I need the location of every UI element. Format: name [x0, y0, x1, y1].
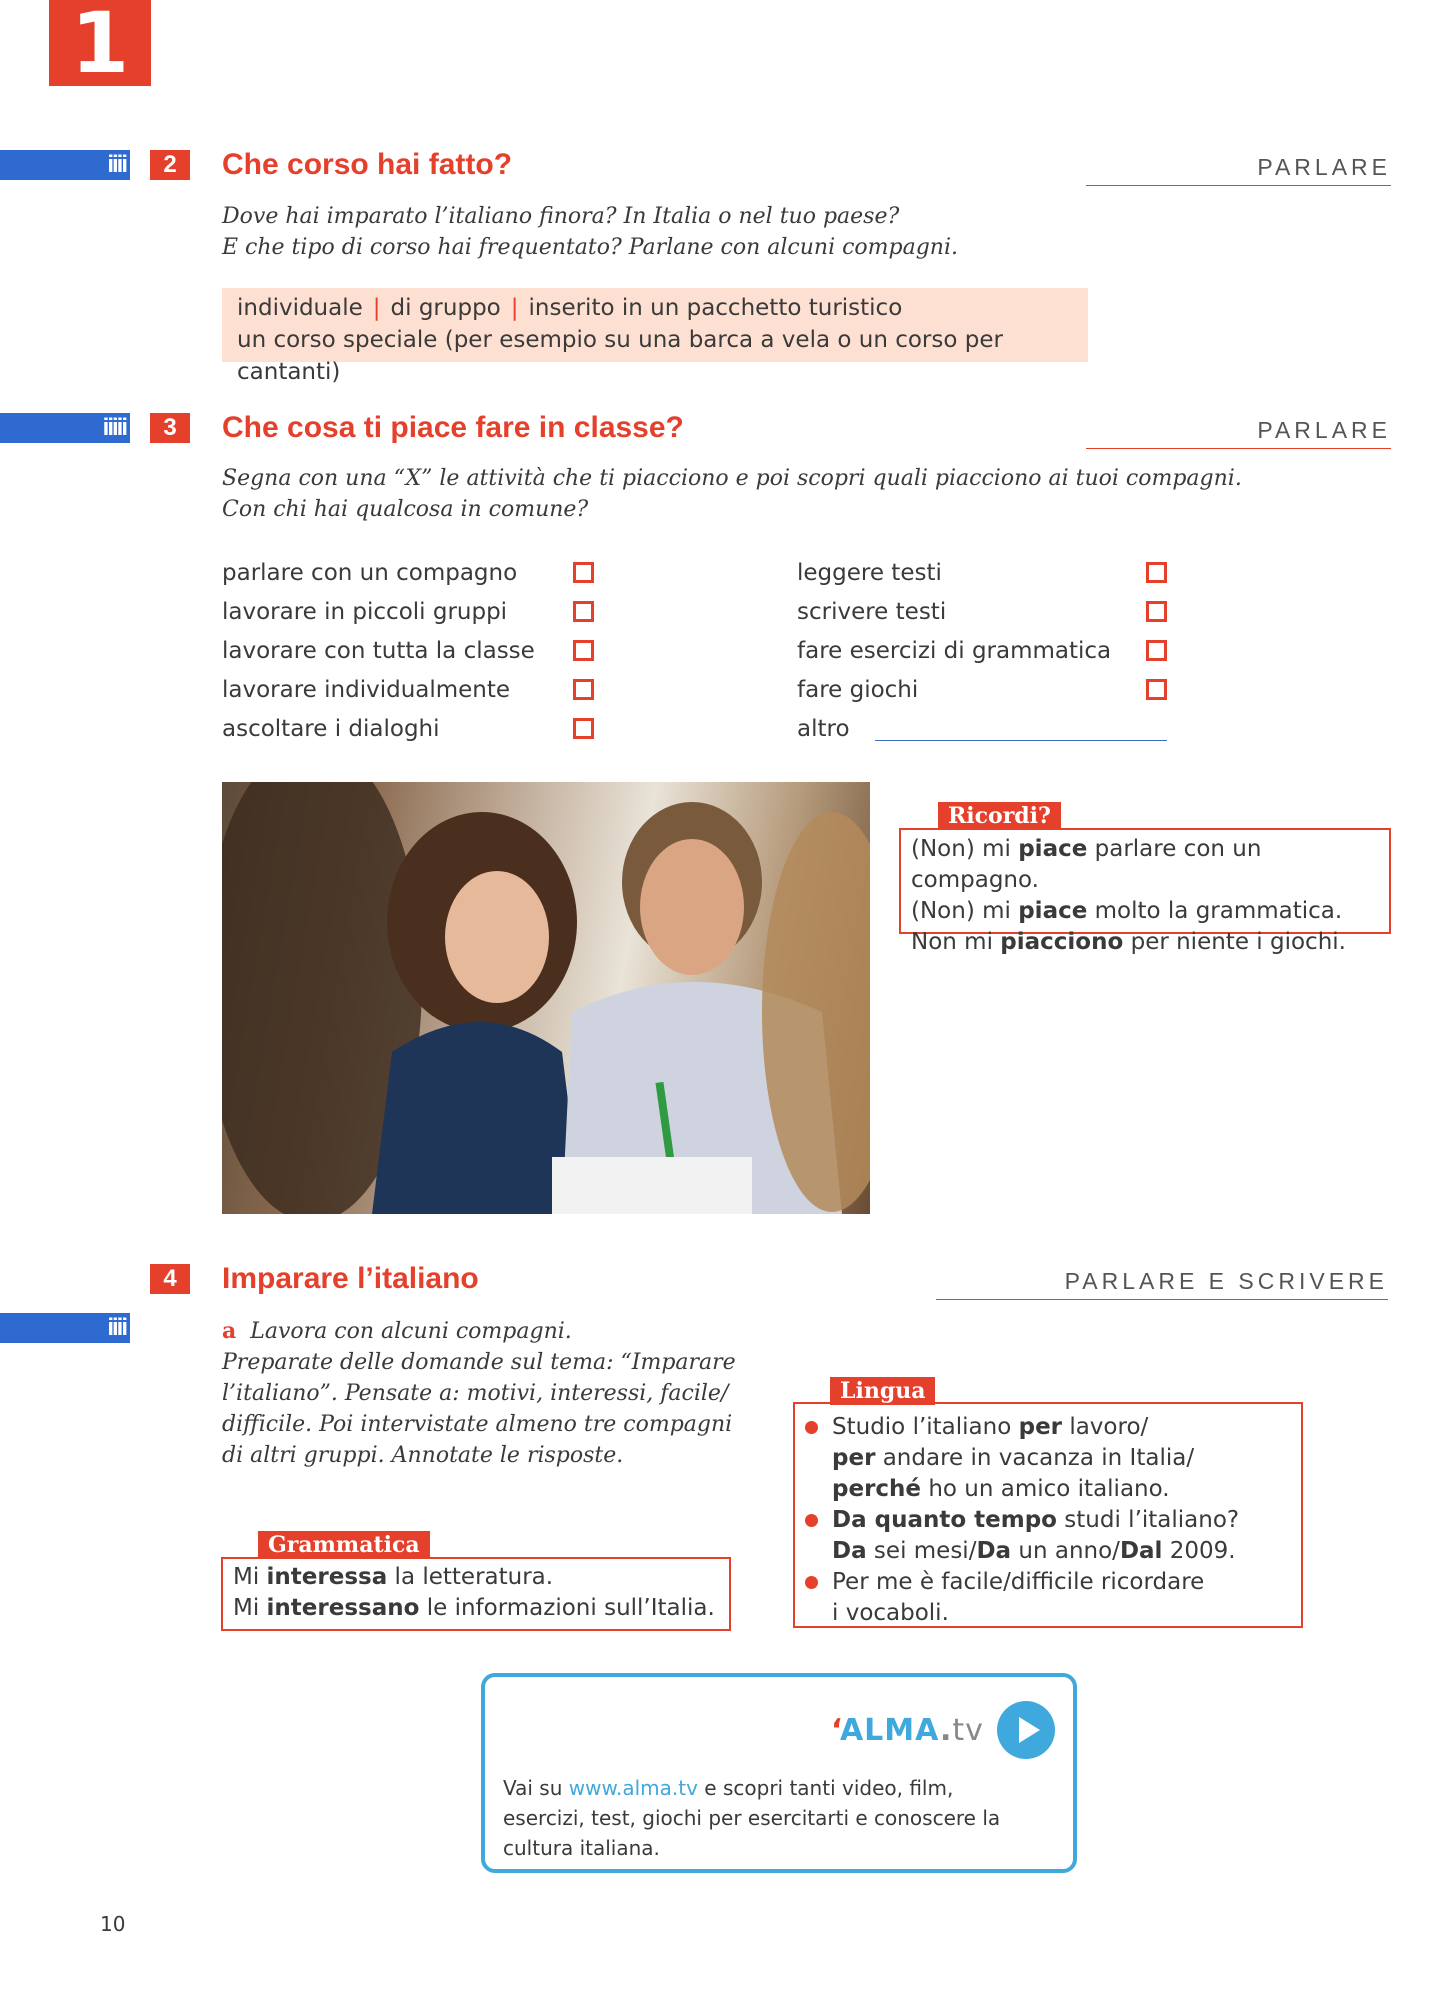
people-group-icon: iiiii [0, 413, 130, 443]
ricordi-line: (Non) mi piace parlare con un compagno. [911, 836, 1262, 893]
students-photo [222, 782, 870, 1214]
option-di-gruppo: di gruppo [390, 295, 501, 321]
ricordi-line: Non mi piacciono per niente i giochi. [911, 929, 1346, 955]
activity-label: lavorare in piccoli gruppi [222, 598, 508, 625]
activity-checkbox[interactable] [573, 718, 594, 739]
alma-tv-text: Vai su www.alma.tv e scopri tanti video, film, esercizi, test, giochi per esercitarti e conoscere la cultura italiana. [503, 1776, 1001, 1860]
course-type-options: individuale | di gruppo | inserito in un pacchetto turistico un corso speciale (per esempio su una barca a vela o un corso per cantanti) [222, 288, 1088, 362]
activity-label: ascoltare i dialoghi [222, 715, 440, 742]
other-input-line[interactable] [875, 716, 1167, 741]
activity-label: fare esercizi di grammatica [797, 637, 1112, 664]
lingua-item [805, 1567, 1291, 1629]
exercise-4-title: Imparare l’italiano [222, 1262, 479, 1295]
bullet-icon [805, 1421, 818, 1434]
exercise-4-instructions: a Lavora con alcuni compagni. Preparate delle domande sul tema: “Imparare l’italiano”. Pensate a: motivi, interessi, facile/ difficile. Poi intervistate almeno tre compagni di altri gruppi. Annotate le risposte. [222, 1318, 736, 1468]
exercise-3-skill: PARLARE [1086, 417, 1391, 449]
activity-checkbox[interactable] [1146, 640, 1167, 661]
activity-row [797, 553, 1167, 592]
activity-row [797, 631, 1167, 670]
activity-checkbox[interactable] [1146, 679, 1167, 700]
lingua-item-text: Per me è facile/difficile ricordare i vocaboli. [832, 1569, 1205, 1626]
people-group-icon: iiii [0, 150, 130, 180]
play-icon[interactable] [997, 1701, 1055, 1759]
exercise-2-instructions: Dove hai imparato l’italiano finora? In Italia o nel tuo paese? E che tipo di corso hai frequentato? Parlane con alcuni compagni. [222, 204, 959, 260]
grammatica-label: Grammatica [258, 1531, 430, 1559]
exercise-4-number: 4 [150, 1264, 190, 1294]
exercise-4-skill: PARLARE E SCRIVERE [936, 1268, 1388, 1300]
lingua-box [793, 1402, 1303, 1628]
activity-checkbox[interactable] [1146, 601, 1167, 622]
alma-tv-link[interactable]: www.alma.tv [568, 1776, 698, 1800]
lingua-item [805, 1505, 1291, 1567]
activity-checkbox[interactable] [1146, 562, 1167, 583]
exercise-2-skill: PARLARE [1086, 154, 1391, 186]
students-illustration [222, 782, 870, 1214]
exercise-2-number: 2 [150, 150, 190, 180]
alma-tv-logo[interactable]: ‘ALMA.tv [831, 1713, 984, 1748]
activity-row [797, 670, 1167, 709]
alma-tv-box [481, 1673, 1077, 1873]
other-label: altro [797, 715, 850, 742]
bullet-icon [805, 1576, 818, 1589]
people-group-icon: iiii [0, 1313, 130, 1343]
ricordi-line: (Non) mi piace molto la grammatica. [911, 898, 1343, 924]
activity-checkbox[interactable] [573, 601, 594, 622]
activity-label: leggere testi [797, 559, 942, 586]
activity-checkbox[interactable] [573, 679, 594, 700]
option-pacchetto-turistico: inserito in un pacchetto turistico [528, 295, 903, 321]
exercise-3-number: 3 [150, 413, 190, 443]
activities-left-column [222, 553, 594, 748]
grammatica-box [221, 1557, 731, 1631]
option-corso-speciale: un corso speciale (per esempio su una barca a vela o un corso per cantanti) [237, 327, 1003, 385]
bullet-icon [805, 1514, 818, 1527]
grammatica-line: Mi interessano le informazioni sull’Italia. [233, 1595, 715, 1621]
activity-label: scrivere testi [797, 598, 947, 625]
activity-label: fare giochi [797, 676, 919, 703]
activity-row [222, 670, 594, 709]
activity-label: lavorare con tutta la classe [222, 637, 535, 664]
lingua-item-text: Studio l’italiano per lavoro/ per andare in vacanza in Italia/ perché ho un amico italiano. [832, 1414, 1195, 1502]
lingua-label: Lingua [830, 1377, 935, 1405]
activity-checkbox[interactable] [573, 562, 594, 583]
activity-row-other [797, 709, 1167, 748]
exercise-3-title: Che cosa ti piace fare in classe? [222, 411, 684, 444]
activity-row [222, 553, 594, 592]
lingua-item-text: Da quanto tempo studi l’italiano? Da sei mesi/Da un anno/Dal 2009. [832, 1507, 1240, 1564]
ricordi-label: Ricordi? [938, 802, 1061, 830]
page-number: 10 [100, 1912, 126, 1936]
ricordi-box [899, 828, 1391, 955]
activity-row [222, 592, 594, 631]
activity-label: parlare con un compagno [222, 559, 518, 586]
chapter-number-badge: 1 [49, 0, 151, 86]
activities-right-column [797, 553, 1167, 748]
activity-row [222, 709, 594, 748]
activity-row [222, 631, 594, 670]
exercise-3-instructions: Segna con una “X” le attività che ti piacciono e poi scopri quali piacciono ai tuoi compagni. Con chi hai qualcosa in comune? [222, 466, 1242, 522]
exercise-4-letter: a [222, 1318, 237, 1344]
activity-checkbox[interactable] [573, 640, 594, 661]
option-individuale: individuale [237, 295, 363, 321]
exercise-2-title: Che corso hai fatto? [222, 148, 513, 181]
activity-row [797, 592, 1167, 631]
activity-label: lavorare individualmente [222, 676, 511, 703]
lingua-item [805, 1412, 1291, 1505]
grammatica-line: Mi interessa la letteratura. [233, 1564, 554, 1590]
